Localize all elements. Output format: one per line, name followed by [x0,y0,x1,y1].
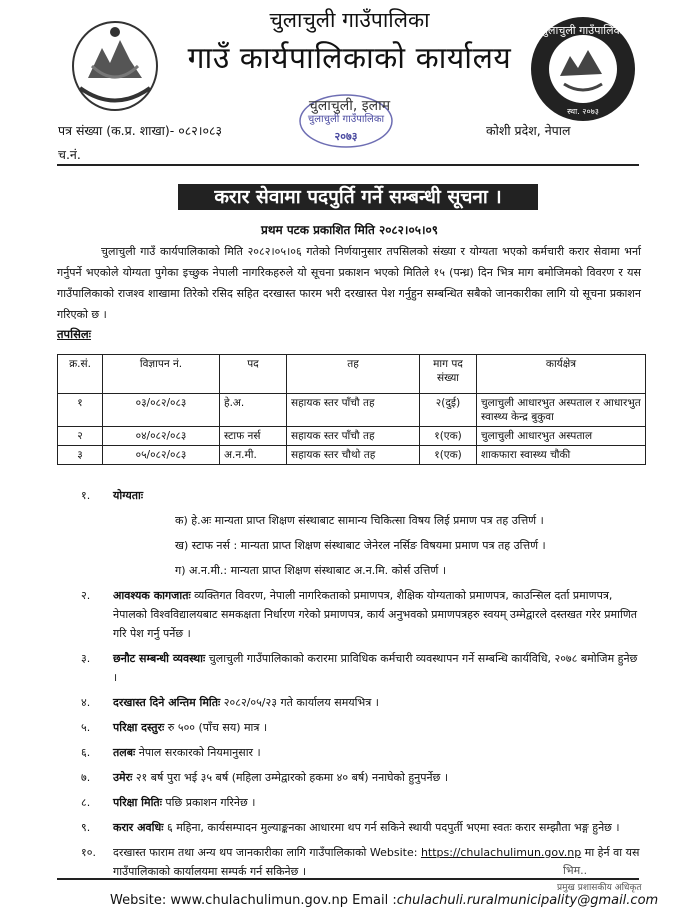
footer-email-label: Email : [348,893,397,908]
qualification-item: क) हे.अः मान्यता प्राप्त शिक्षण संस्थाबाट सामान्य चिकित्सा विषय लिई प्रमाण पत्र तह उत्तिर्ण । [175,514,544,527]
col-workplace: कार्यक्षेत्र [477,355,646,394]
condition-heading: परिक्षा मितिः [113,796,162,809]
vacancy-table [57,354,646,465]
dispatch-number: च.नं. [58,147,81,162]
col-serial: क्र.सं. [58,355,103,394]
col-level: तह [287,355,420,394]
seal-established: स्था. २०७३ [567,107,599,116]
condition-heading: आवश्यक कागजातः [113,589,191,602]
condition-text: व्यक्तिगत विवरण, नेपाली नागरिकताको प्रमाणपत्र, शैक्षिक योग्यताको प्रमाणपत्र, काउन्सिल दर्ता प्रमाणपत्र, नेपालको विश्वविद्यालयबाट समकक्षता निर्धारण गरेको प्रमाणपत्र, कार्य अनुभवको प्रमाणपत्रहरु स्वयम् उम्मेद्वारले दस्तखत गरेर प्रमाणित गरि पेश गर्नु पर्नेछ । [113,589,638,640]
cell-post: अ.न.मी. [220,446,287,465]
cell-level: सहायक स्तर पाँचौ तह [287,394,420,427]
condition-heading: योग्यताः [113,489,144,502]
stamp-text: चुलाचुली गाउँपालिका [307,114,385,125]
table-row [58,394,646,427]
published-date: प्रथम पटक प्रकाशित मिति २०८२।०५।०९ [261,223,438,237]
cell-post: हे.अ. [220,394,287,427]
condition-number: ३. [81,652,91,665]
condition-item [57,743,657,762]
cell-workplace: चुलाचुली आधारभुत अस्पताल [477,427,646,446]
cell-count: १(एक) [420,427,477,446]
condition-text: चुलाचुली गाउँपालिकाको करारमा प्राविधिक कर्मचारी व्यवस्थापन गर्ने सम्बन्धि कार्यविधि, २०७८ बमोजिम हुनेछ । [113,652,638,684]
footer-website-link[interactable]: www.chulachulimun.gov.np [170,893,349,908]
qualification-item: ग) अ.न.मी.: मान्यता प्राप्त शिक्षण संस्थाबाट अ.न.मि. कोर्स उत्तिर्ण । [175,564,446,577]
cell-serial: १ [58,394,103,427]
website-link[interactable]: https://chulachulimun.gov.np [420,846,582,859]
cell-serial: ३ [58,446,103,465]
condition-number: ५. [81,721,91,734]
table-header-row [58,355,646,394]
table-row [58,427,646,446]
condition-text: नेपाल सरकारको नियमानुसार । [135,746,261,759]
condition-heading: दरखास्त दिने अन्तिम मितिः [113,696,221,709]
condition-heading: परिक्षा दस्तुरः [113,721,165,734]
footer-website-label: Website: [110,893,171,908]
reference-number: पत्र संख्या (क.प्र. शाखा)- ०८२।०८३ [58,123,223,138]
notice-body: चुलाचुली गाउँ कार्यपालिकाको मिति २०८२।०५।०६ गतेको निर्णयानुसार तपसिलको संख्या र योग्यता भएको कर्मचारी करार सेवामा भर्ना गर्नुपर्ने भएकोले योग्यता पुगेका इच्छुक नेपाली नागरिकहरुले यो सूचना प्रकाशन भएको मितिले १५ (पन्ध्र) दिन भित्र माग बमोजिमको विवरण र यस गाउँपालिकाको राजश्व शाखामा तिरेको रसिद सहित दरखास्त फारम भरी दरखास्त पेश गर्नुहुन सम्बन्धित सबैको जानकारीका लागि यो सूचना प्रकाशन गरिएको छ । [57,245,641,321]
cell-serial: २ [58,427,103,446]
footer [110,893,658,908]
cell-ad-number: ०३/०८२/०८३ [103,394,220,427]
condition-item [57,693,657,712]
seal-name: चुलाचुली गाउँपालिका [541,24,625,37]
cell-ad-number: ०५/०८२/०८३ [103,446,220,465]
condition-text: दरखास्त फाराम तथा अन्य थप जानकारीका लागि गाउँपालिकाको Website: [113,846,421,859]
condition-number: २. [81,589,91,602]
condition-text: रु ५०० (पाँच सय) मात्र । [164,721,268,734]
condition-text: पछि प्रकाशन गरिनेछ । [161,796,256,809]
notice-title: करार सेवामा पदपुर्ति गर्ने सम्बन्धी सूचना । [178,184,538,210]
condition-number: ४. [81,696,91,709]
footer-email-link[interactable]: chulachuli.ruralmunicipality@gmail.com [396,893,659,908]
cell-post: स्टाफ नर्स [220,427,287,446]
province-label: कोशी प्रदेश, नेपाल [486,123,571,138]
condition-item [57,486,657,505]
condition-number: ८. [81,796,91,809]
condition-item [57,649,657,687]
condition-item [57,768,657,787]
table-row [58,446,646,465]
cell-count: १(एक) [420,446,477,465]
condition-number: ९. [81,821,91,834]
cell-level: सहायक स्तर पाँचौ तह [287,427,420,446]
condition-number: १. [81,489,91,502]
condition-heading: उमेरः [113,771,133,784]
cell-workplace: चुलाचुली आधारभुत अस्पताल र आधारभुत स्वास्थ्य केन्द्र बुकुवा [477,394,646,427]
signature-name: भिम.. [563,864,588,877]
condition-text: २०८२/०५/२३ गते कार्यालय समयभित्र । [220,696,379,709]
condition-text: मा हेर्न वा यस गाउँपालिकाको कार्यालयमा सम्पर्क गर्न सकिनेछ । [113,846,640,878]
footer-divider [57,878,639,880]
qualification-item: ख) स्टाफ नर्स : मान्यता प्राप्त शिक्षण संस्थाबाट जेनेरल नर्सिङ विषयमा प्रमाण पत्र तह उत्तिर्ण । [175,539,546,552]
condition-number: १०. [81,846,96,859]
cell-ad-number: ०४/०८२/०८३ [103,427,220,446]
header-divider [57,164,639,166]
condition-number: ६. [81,746,91,759]
col-count: माग पद संख्या [420,355,477,394]
condition-heading: करार अवधिः [113,821,164,834]
office-name: गाउँ कार्यपालिकाको कार्यालय [187,41,512,76]
cell-count: २(दुई) [420,394,477,427]
condition-item [57,586,657,643]
municipality-name: चुलाचुली गाउँपालिका [269,8,430,32]
col-post: पद [220,355,287,394]
col-ad-number: विज्ञापन नं. [103,355,220,394]
cell-workplace: शाकफारा स्वास्थ्य चौकी [477,446,646,465]
condition-heading: तलबः [113,746,136,759]
cell-level: सहायक स्तर चौथो तह [287,446,420,465]
conditions-list [57,486,657,887]
condition-heading: छनौट सम्बन्धी व्यवस्थाः [113,652,206,665]
office-address: चुलाचुली, इलाम [308,98,391,114]
condition-text: ६ महिना, कार्यसम्पादन मुल्याङ्कनका आधारमा थप गर्न सकिने स्थायी पदपुर्ती भएमा स्वतः करार सम्झौता भङ्ग हुनेछ । [163,821,620,834]
signature-title: प्रमुख प्रशासकीय अधिकृत [557,883,642,893]
condition-item [57,793,657,812]
condition-item [57,818,657,837]
signature-stamp [555,856,675,896]
condition-text: २१ बर्ष पुरा भई ३५ बर्ष (महिला उम्मेद्वारको हकमा ४० बर्ष) ननाघेको हुनुपर्नेछ । [132,771,449,784]
condition-number: ७. [81,771,91,784]
condition-item [57,718,657,737]
stamp-year: २०७३ [334,130,358,143]
table-label: तपसिलः [57,327,91,341]
